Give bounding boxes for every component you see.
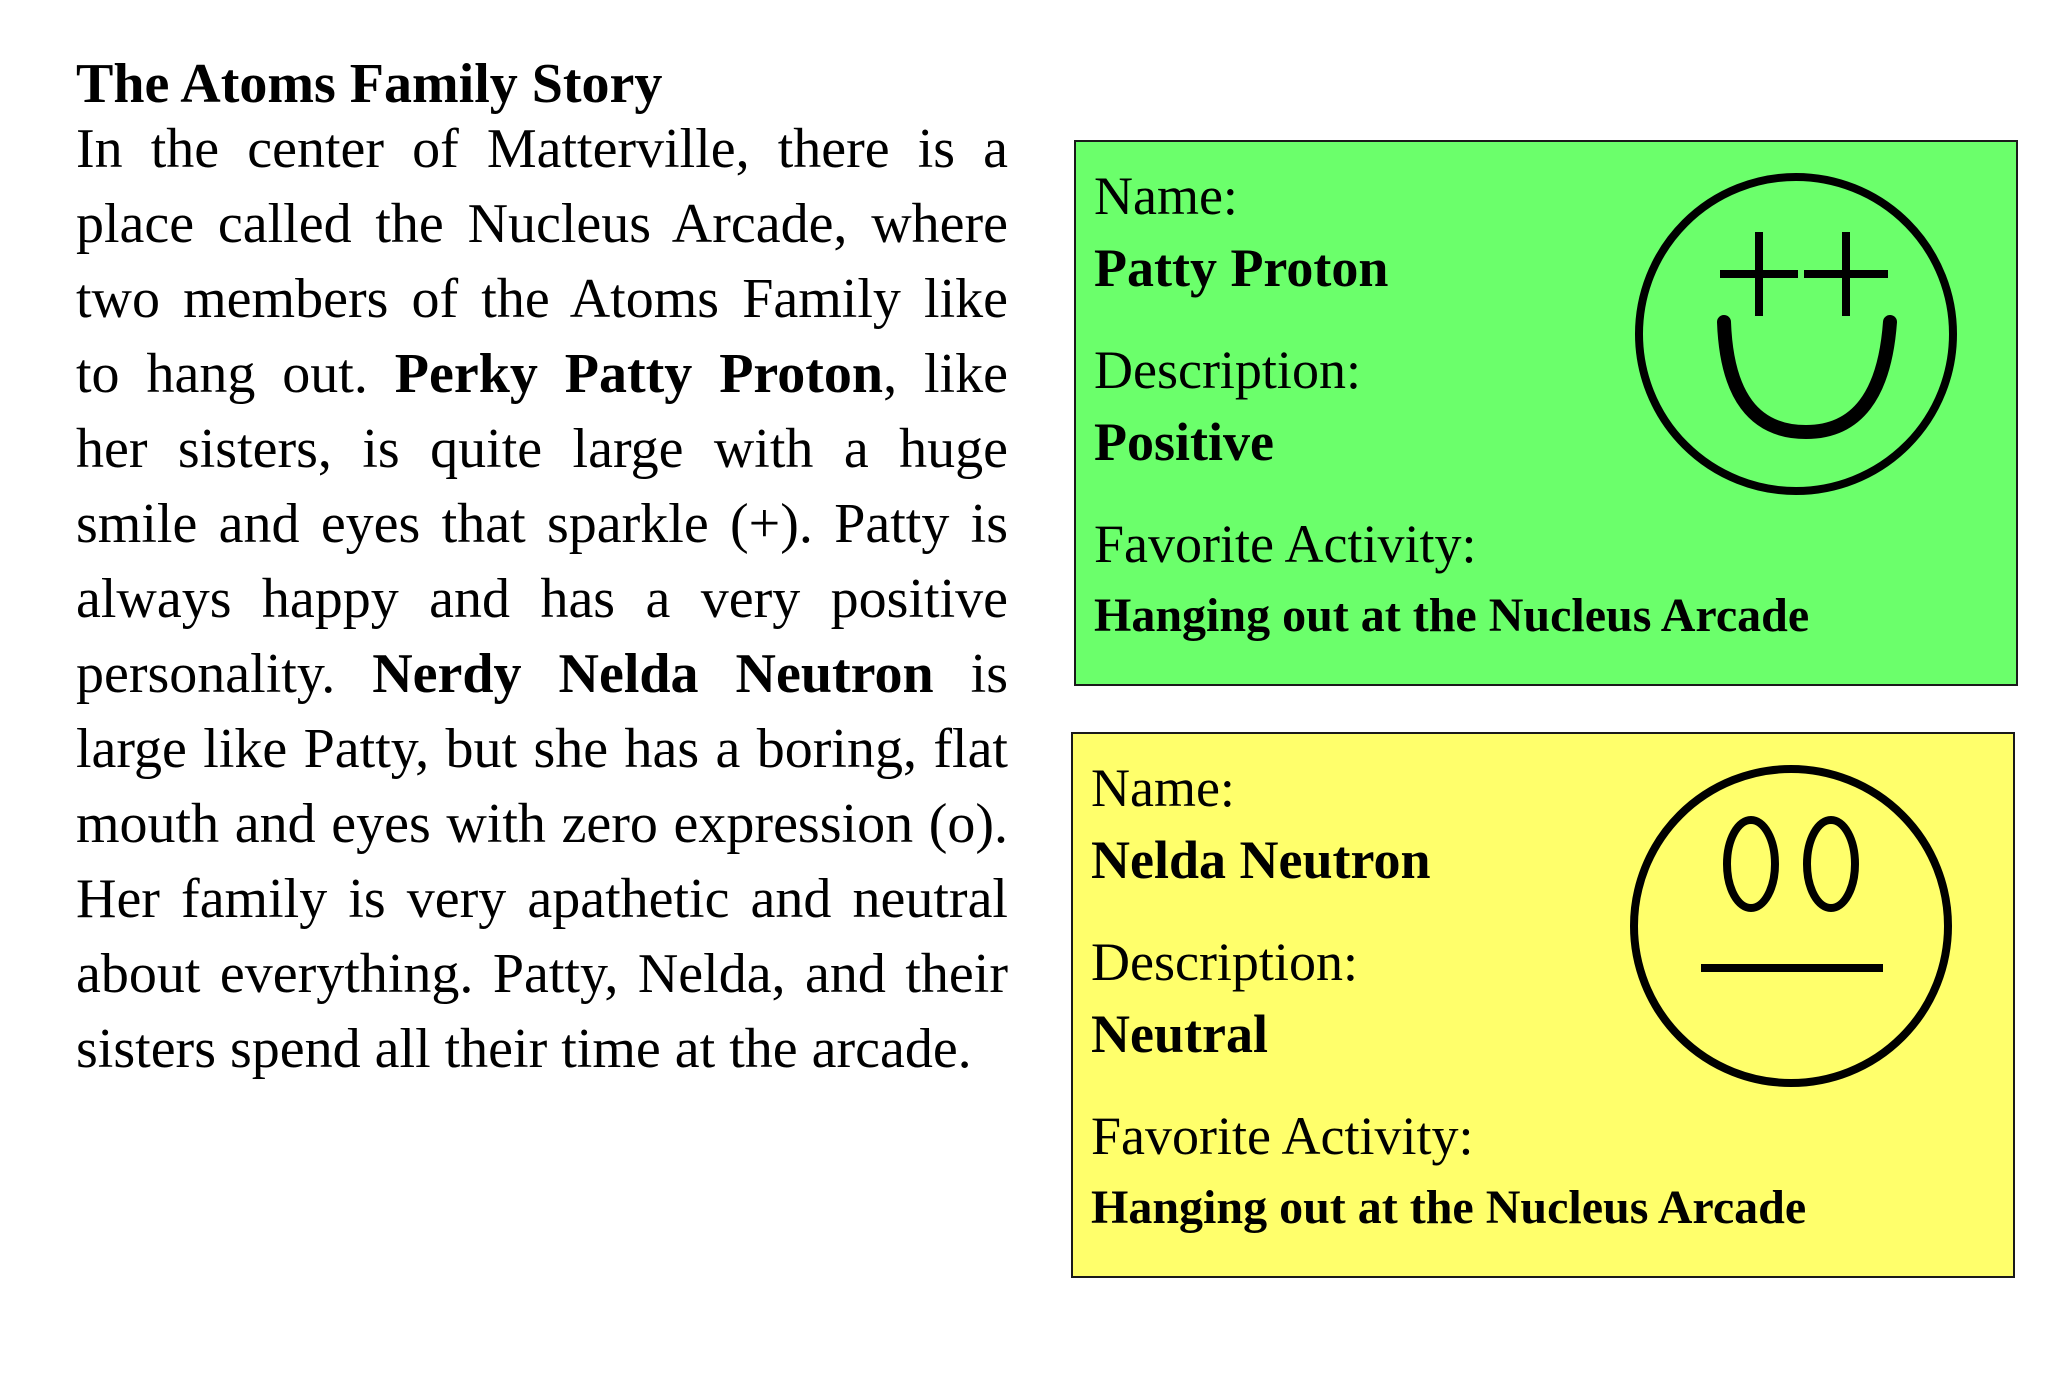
- neutron-description-label: Description:: [1091, 932, 1358, 992]
- story-title: The Atoms Family Story: [76, 53, 663, 115]
- smiling-plus-eyes-face-icon: [1626, 164, 1966, 504]
- story-segment: , like her sisters, is quite large with a huge smile and eyes that sparkle (+). Patty is always happy and has a very positive personality.: [76, 343, 1008, 705]
- proton-card: [1074, 140, 2018, 686]
- neutron-name-value: Nelda Neutron: [1091, 830, 1431, 890]
- story-segment-bold: Nerdy Nelda Neutron: [372, 643, 934, 705]
- neutron-activity-value: Hanging out at the Nucleus Arcade: [1091, 1181, 1807, 1234]
- story-section: [76, 52, 1008, 1087]
- proton-name-label: Name:: [1094, 166, 1238, 226]
- proton-activity-value: Hanging out at the Nucleus Arcade: [1094, 589, 1810, 642]
- story-segment-bold: Perky Patty Proton: [394, 343, 884, 405]
- story-segment: In the center of Matterville, there is a place called the Nucleus Arcade, where two members of the Atoms Family like to hang out.: [76, 118, 1008, 405]
- proton-name-value: Patty Proton: [1094, 238, 1389, 298]
- story-body: [76, 112, 1008, 1087]
- neutron-description-value: Neutral: [1091, 1004, 1268, 1064]
- neutron-name-label: Name:: [1091, 758, 1235, 818]
- neutron-activity-label: Favorite Activity:: [1091, 1106, 1474, 1166]
- proton-description-label: Description:: [1094, 340, 1361, 400]
- story-segment: is large like Patty, but she has a boring, flat mouth and eyes with zero expression (o). Her family is very apathetic and neutral about everything. Patty, Nelda, and their sisters spend all their time at the arcade.: [76, 643, 1008, 1080]
- neutron-card: [1071, 732, 2015, 1278]
- neutral-zero-eyes-face-icon: [1621, 756, 1961, 1096]
- proton-activity-label: Favorite Activity:: [1094, 514, 1477, 574]
- proton-description-value: Positive: [1094, 412, 1274, 472]
